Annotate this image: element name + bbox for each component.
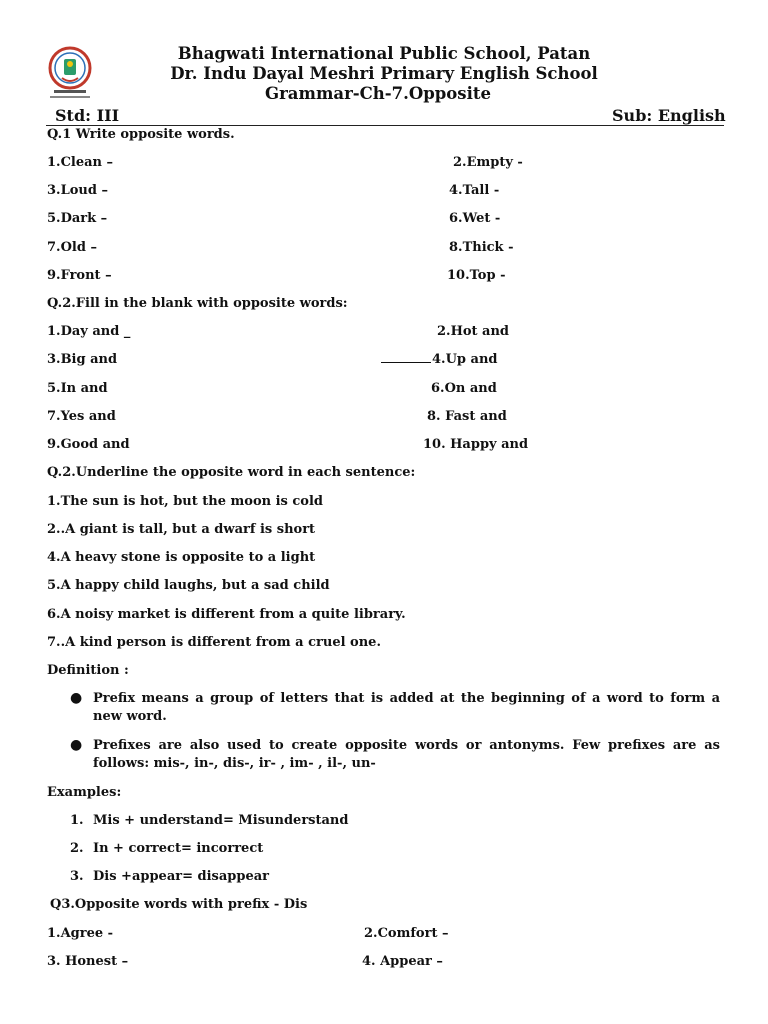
- school-name: Bhagwati International Public School, Patan: [177, 44, 591, 63]
- example-text: In + correct= incorrect: [93, 841, 264, 856]
- definition-bullet: Prefixes are also used to create opposite words or antonyms. Few prefixes are as follows: mis-, in-, dis-, ir- , im- , il-, un-: [93, 738, 720, 771]
- q4-item: 1.Agree -: [47, 926, 114, 941]
- q2-item: 3.Big and: [47, 352, 118, 367]
- q1-item: 2.Empty -: [453, 155, 523, 170]
- q2-item: 5.In and: [47, 381, 108, 396]
- header-divider: [46, 125, 724, 126]
- q3-sentence: 2..A giant is tall, but a dwarf is short: [47, 522, 316, 537]
- q1-item: 5.Dark –: [47, 211, 108, 226]
- q2-item: 7.Yes and: [47, 409, 116, 424]
- q1-item: 1.Clean –: [47, 155, 114, 170]
- example-text: Dis +appear= disappear: [93, 869, 270, 884]
- definition-bullet: Prefix means a group of letters that is added at the beginning of a word to form a new word.: [93, 691, 720, 724]
- q3-sentence: 4.A heavy stone is opposite to a light: [47, 550, 316, 565]
- answer-blank: [381, 361, 431, 363]
- q2-item: 2.Hot and: [437, 324, 510, 339]
- worksheet-topic: Grammar-Ch-7.Opposite: [265, 84, 491, 103]
- example-text: Mis + understand= Misunderstand: [93, 813, 349, 828]
- q3-title: Q.2.Underline the opposite word in each sentence:: [47, 465, 416, 480]
- q4-item: 2.Comfort –: [364, 926, 449, 941]
- q1-item: 7.Old –: [47, 240, 97, 255]
- q3-sentence: 6.A noisy market is different from a quite library.: [47, 607, 406, 622]
- q2-item: 10. Happy and: [423, 437, 529, 452]
- school-subtitle: Dr. Indu Dayal Meshri Primary English School: [170, 64, 598, 83]
- example-number: 1.: [70, 813, 84, 828]
- q2-title: Q.2.Fill in the blank with opposite words:: [47, 296, 348, 311]
- bullet-icon: ●: [70, 690, 83, 706]
- q1-item: 3.Loud –: [47, 183, 108, 198]
- q1-title: Q.1 Write opposite words.: [47, 127, 235, 142]
- q2-item: 1.Day and _: [47, 324, 131, 339]
- q1-item: 4.Tall -: [449, 183, 500, 198]
- q1-item: 10.Top -: [447, 268, 506, 283]
- q1-item: 8.Thick -: [449, 240, 514, 255]
- example-number: 2.: [70, 841, 84, 856]
- definition-title: Definition :: [47, 663, 129, 678]
- q4-item: 4. Appear –: [362, 954, 443, 969]
- q2-item: 9.Good and: [47, 437, 130, 452]
- q2-item: 6.On and: [431, 381, 497, 396]
- q1-item: 6.Wet -: [449, 211, 501, 226]
- q4-item: 3. Honest –: [47, 954, 129, 969]
- q3-sentence: 7..A kind person is different from a cruel one.: [47, 635, 381, 650]
- q2-item: 8. Fast and: [427, 409, 507, 424]
- q2-item: 4.Up and: [432, 352, 498, 367]
- subject-label: Sub: English: [612, 106, 726, 125]
- q4-title: Q3.Opposite words with prefix - Dis: [50, 897, 308, 912]
- bullet-icon: ●: [70, 737, 83, 753]
- q1-item: 9.Front –: [47, 268, 112, 283]
- q3-sentence: 5.A happy child laughs, but a sad child: [47, 578, 330, 593]
- q3-sentence: 1.The sun is hot, but the moon is cold: [47, 494, 324, 509]
- standard-label: Std: III: [55, 106, 120, 125]
- examples-title: Examples:: [47, 785, 122, 800]
- q2-item-with-blank: [381, 352, 498, 367]
- example-number: 3.: [70, 869, 84, 884]
